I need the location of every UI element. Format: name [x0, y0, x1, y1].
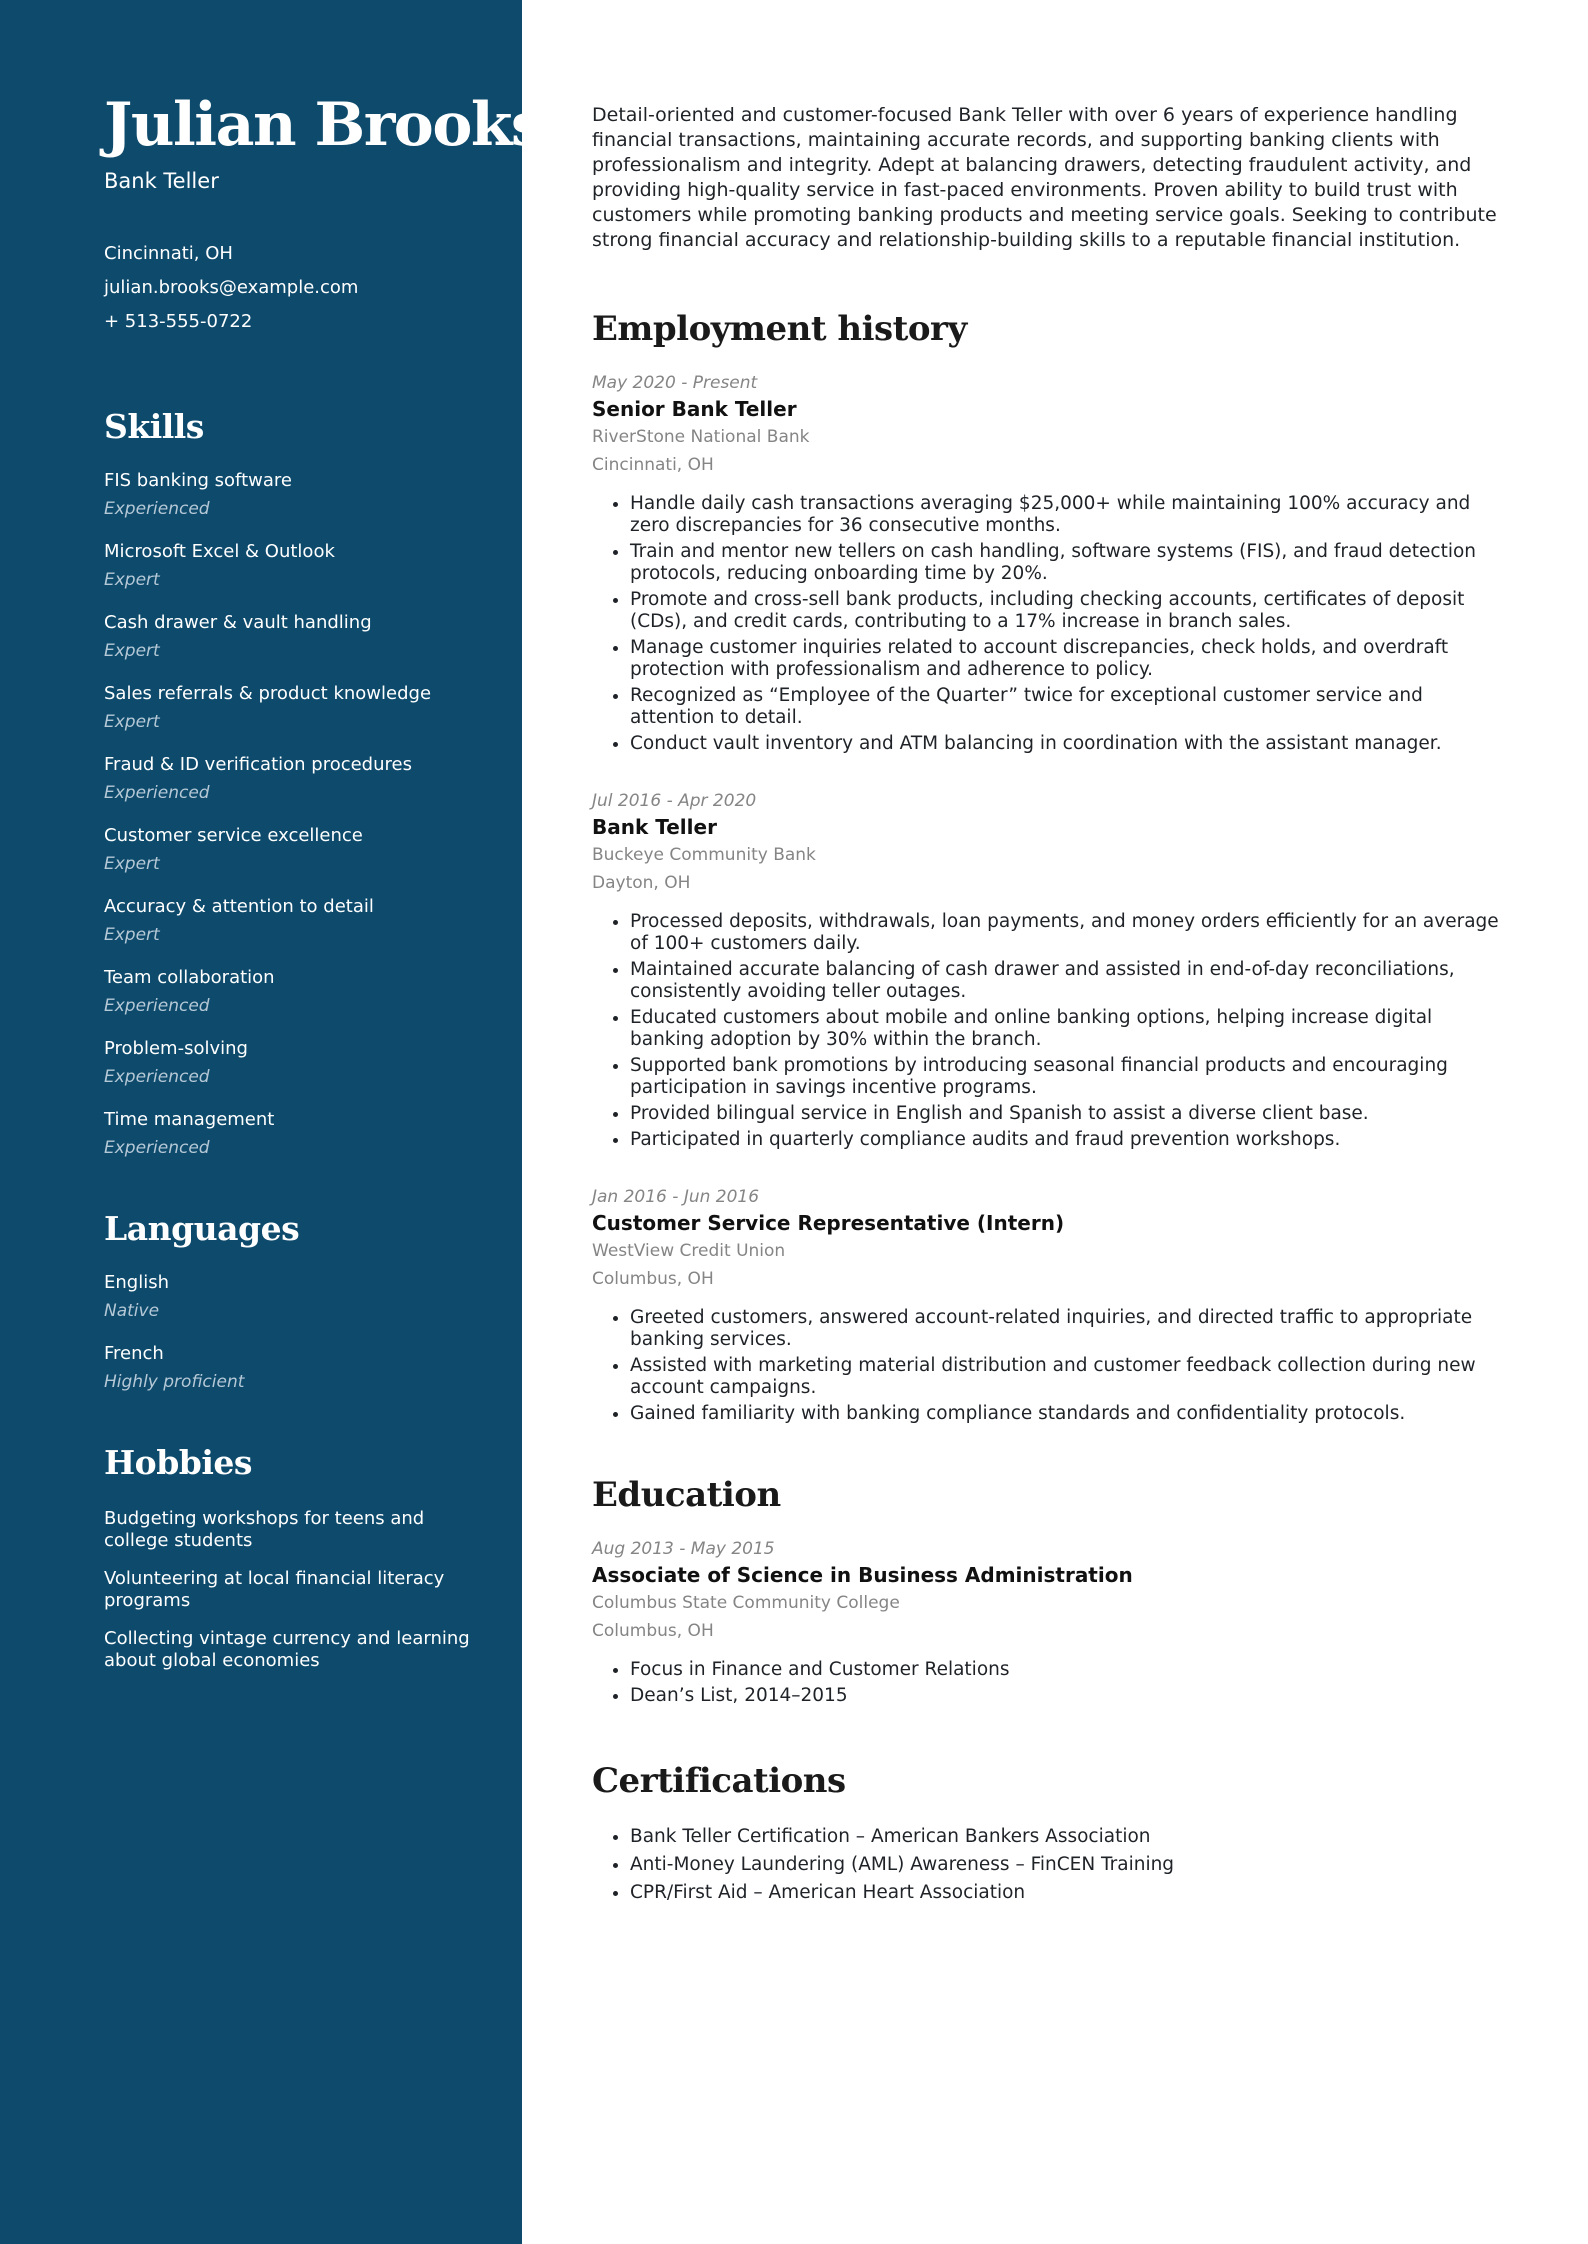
job-bullets [592, 1307, 1508, 1425]
hobbies-heading: Hobbies [104, 1443, 252, 1483]
bullet-item: • Processed deposits, withdrawals, loan payments, and money orders efficiently for an average of 100+ customers daily. [630, 911, 1508, 955]
bullet-item: • Conduct vault inventory and ATM balancing in coordination with the assistant manager. [630, 733, 1508, 755]
bullet-item: • Focus in Finance and Customer Relations [630, 1659, 1508, 1681]
skill-item [104, 468, 482, 522]
skill-name: Time management [104, 1109, 275, 1131]
language-level: Native [104, 1301, 160, 1322]
skill-item [104, 752, 482, 806]
bullet-item: • Handle daily cash transactions averaging $25,000+ while maintaining 100% accuracy and zero discrepancies for 36 consecutive months. [630, 493, 1508, 537]
skill-level: Expert [104, 712, 160, 733]
skills-list [104, 468, 482, 1161]
bullet-item: • Educated customers about mobile and online banking options, helping increase digital banking adoption by 30% within the branch. [630, 1007, 1508, 1051]
skill-item [104, 1036, 482, 1090]
education-bullets [592, 1659, 1508, 1707]
job-role: Customer Service Representative (Intern) [592, 1211, 1065, 1235]
skill-level: Experienced [104, 1138, 210, 1159]
bullet-item: • Manage customer inquiries related to account discrepancies, check holds, and overdraft protection with professionalism and adherence to policy. [630, 637, 1508, 681]
skill-item [104, 823, 482, 877]
job-entry [592, 789, 1508, 1151]
skill-level: Experienced [104, 1067, 210, 1088]
job-location: Dayton, OH [592, 873, 691, 893]
job-role: Senior Bank Teller [592, 397, 797, 421]
certifications-list [592, 1825, 1508, 1905]
skill-item [104, 894, 482, 948]
bullet-item: • Promote and cross-sell bank products, including checking accounts, certificates of deposit (CDs), and credit cards, contributing to a 17% increase in branch sales. [630, 589, 1508, 633]
hobby-item: Budgeting workshops for teens and college students [104, 1508, 425, 1552]
skill-level: Experienced [104, 783, 210, 804]
language-level: Highly proficient [104, 1372, 245, 1393]
skill-item [104, 965, 482, 1019]
hobby-item: Volunteering at local financial literacy programs [104, 1568, 445, 1612]
skill-item [104, 681, 482, 735]
bullet-item: • Gained familiarity with banking compliance standards and confidentiality protocols. [630, 1403, 1508, 1425]
education-location: Columbus, OH [592, 1621, 714, 1641]
contact-email: julian.brooks@example.com [104, 277, 359, 299]
skill-level: Experienced [104, 499, 210, 520]
skill-level: Expert [104, 641, 160, 662]
education-dates: Aug 2013 - May 2015 [592, 1539, 775, 1559]
job-bullets [592, 911, 1508, 1151]
skills-heading: Skills [104, 407, 204, 447]
skill-item [104, 610, 482, 664]
bullet-item: • Train and mentor new tellers on cash handling, software systems (FIS), and fraud detection protocols, reducing onboarding time by 20%. [630, 541, 1508, 585]
certification-item: • CPR/First Aid – American Heart Association [630, 1881, 1508, 1905]
hobby-item: Collecting vintage currency and learning about global economies [104, 1628, 470, 1672]
job-entry [592, 1185, 1508, 1425]
contact-info [104, 237, 482, 339]
languages-list [104, 1270, 482, 1395]
skill-name: Fraud & ID verification procedures [104, 754, 412, 776]
language-name: English [104, 1272, 169, 1294]
language-item [104, 1270, 482, 1324]
education-heading: Education [592, 1475, 781, 1515]
job-location: Cincinnati, OH [592, 455, 714, 475]
contact-phone: + 513-555-0722 [104, 311, 253, 333]
certification-item: • Anti-Money Laundering (AML) Awareness – FinCEN Training [630, 1853, 1508, 1877]
job-employer: Buckeye Community Bank [592, 845, 816, 865]
bullet-item: • Participated in quarterly compliance audits and fraud prevention workshops. [630, 1129, 1508, 1151]
language-item [104, 1341, 482, 1395]
job-employer: RiverStone National Bank [592, 427, 810, 447]
skill-level: Expert [104, 854, 160, 875]
bullet-item: • Assisted with marketing material distribution and customer feedback collection during new account campaigns. [630, 1355, 1508, 1399]
skill-item [104, 539, 482, 593]
skill-item [104, 1107, 482, 1161]
skill-name: Microsoft Excel & Outlook [104, 541, 335, 563]
skill-level: Experienced [104, 996, 210, 1017]
skill-name: FIS banking software [104, 470, 292, 492]
bullet-item: • Supported bank promotions by introducing seasonal financial products and encouraging participation in savings incentive programs. [630, 1055, 1508, 1099]
bullet-item: • Maintained accurate balancing of cash drawer and assisted in end-of-day reconciliations, consistently avoiding teller outages. [630, 959, 1508, 1003]
hobbies-list [104, 1508, 482, 1672]
skill-name: Cash drawer & vault handling [104, 612, 372, 634]
profile-summary: Detail-oriented and customer-focused Bank Teller with over 6 years of experience handling financial transactions, maintaining accurate records, and supporting banking clients with professionalism and integrity. Adept at balancing drawers, detecting fraudulent activity, and providing high-quality service in fast-paced environments. Proven ability to build trust with customers while promoting banking products and meeting service goals. Seeking to contribute strong financial accuracy and relationship-building skills to a reputable financial institution. [592, 104, 1497, 251]
job-location: Columbus, OH [592, 1269, 714, 1289]
job-dates: Jul 2016 - Apr 2020 [592, 791, 757, 811]
skill-name: Problem-solving [104, 1038, 248, 1060]
skill-level: Expert [104, 925, 160, 946]
job-bullets [592, 493, 1508, 755]
education-entry [592, 1537, 1508, 1707]
skill-name: Sales referrals & product knowledge [104, 683, 432, 705]
languages-heading: Languages [104, 1209, 300, 1249]
candidate-title: Bank Teller [104, 169, 219, 194]
certifications-heading: Certifications [592, 1761, 846, 1801]
job-dates: Jan 2016 - Jun 2016 [592, 1187, 760, 1207]
bullet-item: • Provided bilingual service in English and Spanish to assist a diverse client base. [630, 1103, 1508, 1125]
employment-heading: Employment history [592, 309, 967, 349]
candidate-name: Julian Brooks [104, 90, 544, 160]
job-entry [592, 371, 1508, 755]
contact-location: Cincinnati, OH [104, 243, 233, 265]
bullet-item: • Dean’s List, 2014–2015 [630, 1685, 1508, 1707]
skill-name: Team collaboration [104, 967, 275, 989]
skill-name: Customer service excellence [104, 825, 363, 847]
education-school: Columbus State Community College [592, 1593, 900, 1613]
bullet-item: • Greeted customers, answered account-related inquiries, and directed traffic to appropriate banking services. [630, 1307, 1508, 1351]
job-employer: WestView Credit Union [592, 1241, 786, 1261]
job-role: Bank Teller [592, 815, 717, 839]
skill-level: Expert [104, 570, 160, 591]
language-name: French [104, 1343, 164, 1365]
bullet-item: • Recognized as “Employee of the Quarter” twice for exceptional customer service and attention to detail. [630, 685, 1508, 729]
main-content [522, 0, 1588, 2244]
certification-item: • Bank Teller Certification – American Bankers Association [630, 1825, 1508, 1849]
education-degree: Associate of Science in Business Administration [592, 1563, 1133, 1587]
skill-name: Accuracy & attention to detail [104, 896, 374, 918]
job-dates: May 2020 - Present [592, 373, 758, 393]
sidebar [0, 0, 544, 2244]
